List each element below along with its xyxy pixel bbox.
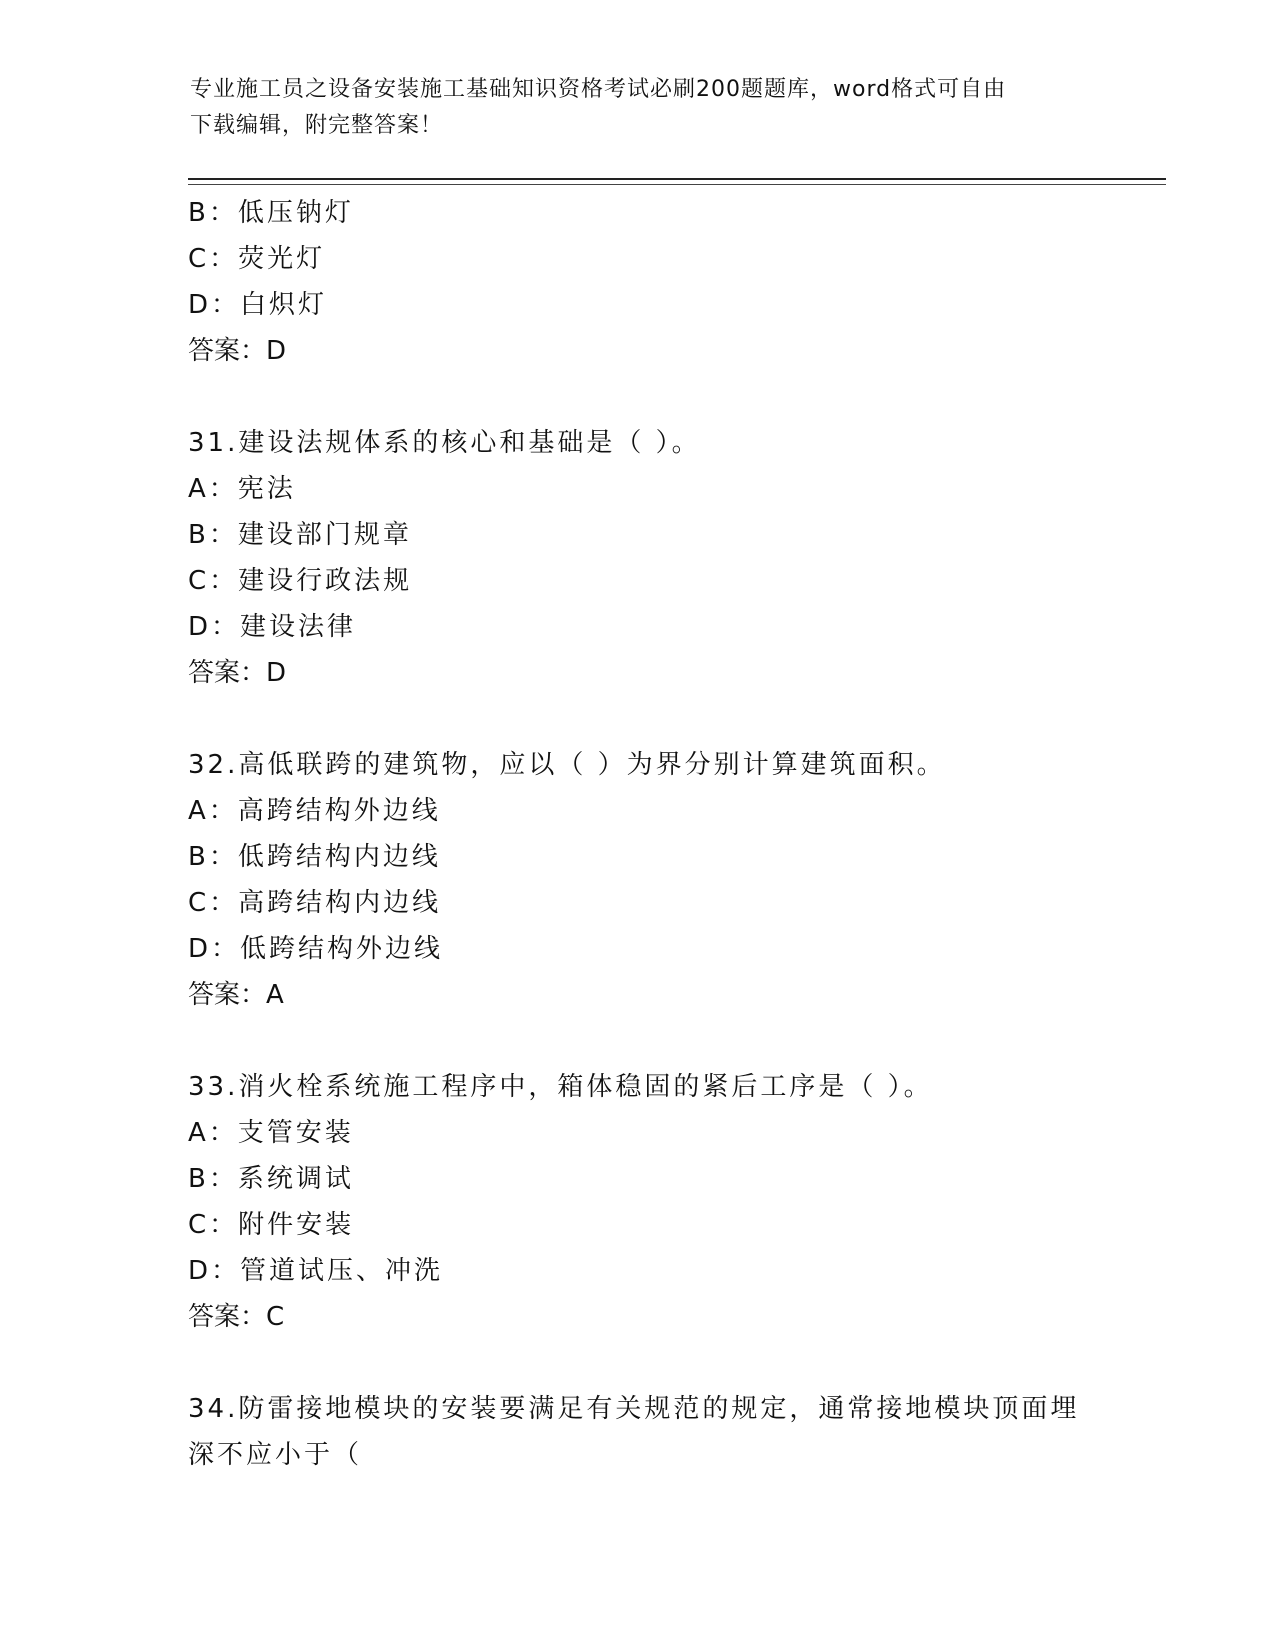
answer: 答案：D [188, 658, 287, 688]
spacer [188, 1340, 1088, 1386]
option-c: C：附件安装 [188, 1210, 355, 1240]
option-b: B：系统调试 [188, 1164, 354, 1194]
option-d: D：白炽灯 [188, 290, 328, 320]
option-d: D：建设法律 [188, 612, 357, 642]
document-header [190, 72, 1090, 144]
answer: 答案：D [188, 336, 287, 366]
option-a: A：支管安装 [188, 1118, 354, 1148]
header-line-2: 下载编辑，附完整答案！ [190, 113, 444, 138]
question-stem: 31.建设法规体系的核心和基础是（ ）。 [188, 428, 701, 458]
question-stem-line-2: 深不应小于（ [188, 1440, 363, 1470]
question-31 [188, 420, 1088, 696]
spacer [188, 1018, 1088, 1064]
option-d: D：管道试压、冲洗 [188, 1256, 444, 1286]
answer: 答案：A [188, 980, 284, 1010]
header-divider [188, 178, 1166, 180]
option-b: B：低压钠灯 [188, 198, 354, 228]
option-c: C：荧光灯 [188, 244, 326, 274]
spacer [188, 374, 1088, 420]
option-b: B：建设部门规章 [188, 520, 412, 550]
question-34 [188, 1386, 1088, 1478]
option-b: B：低跨结构内边线 [188, 842, 441, 872]
question-list [188, 190, 1088, 1478]
question-32 [188, 742, 1088, 1018]
question-33 [188, 1064, 1088, 1340]
question-30-tail [188, 190, 1088, 374]
option-c: C：高跨结构内边线 [188, 888, 442, 918]
option-d: D：低跨结构外边线 [188, 934, 444, 964]
spacer [188, 696, 1088, 742]
option-a: A：宪法 [188, 474, 296, 504]
option-c: C：建设行政法规 [188, 566, 413, 596]
header-line-1: 专业施工员之设备安装施工基础知识资格考试必刷200题题库，word格式可自由 [190, 77, 1007, 102]
option-a: A：高跨结构外边线 [188, 796, 441, 826]
answer: 答案：C [188, 1302, 285, 1332]
question-stem: 33.消火栓系统施工程序中，箱体稳固的紧后工序是（ ）。 [188, 1072, 933, 1102]
header-divider-thin [188, 184, 1166, 185]
question-stem: 32.高低联跨的建筑物，应以（ ）为界分别计算建筑面积。 [188, 750, 946, 780]
question-stem-line-1: 34.防雷接地模块的安装要满足有关规范的规定，通常接地模块顶面埋 [188, 1394, 1080, 1424]
